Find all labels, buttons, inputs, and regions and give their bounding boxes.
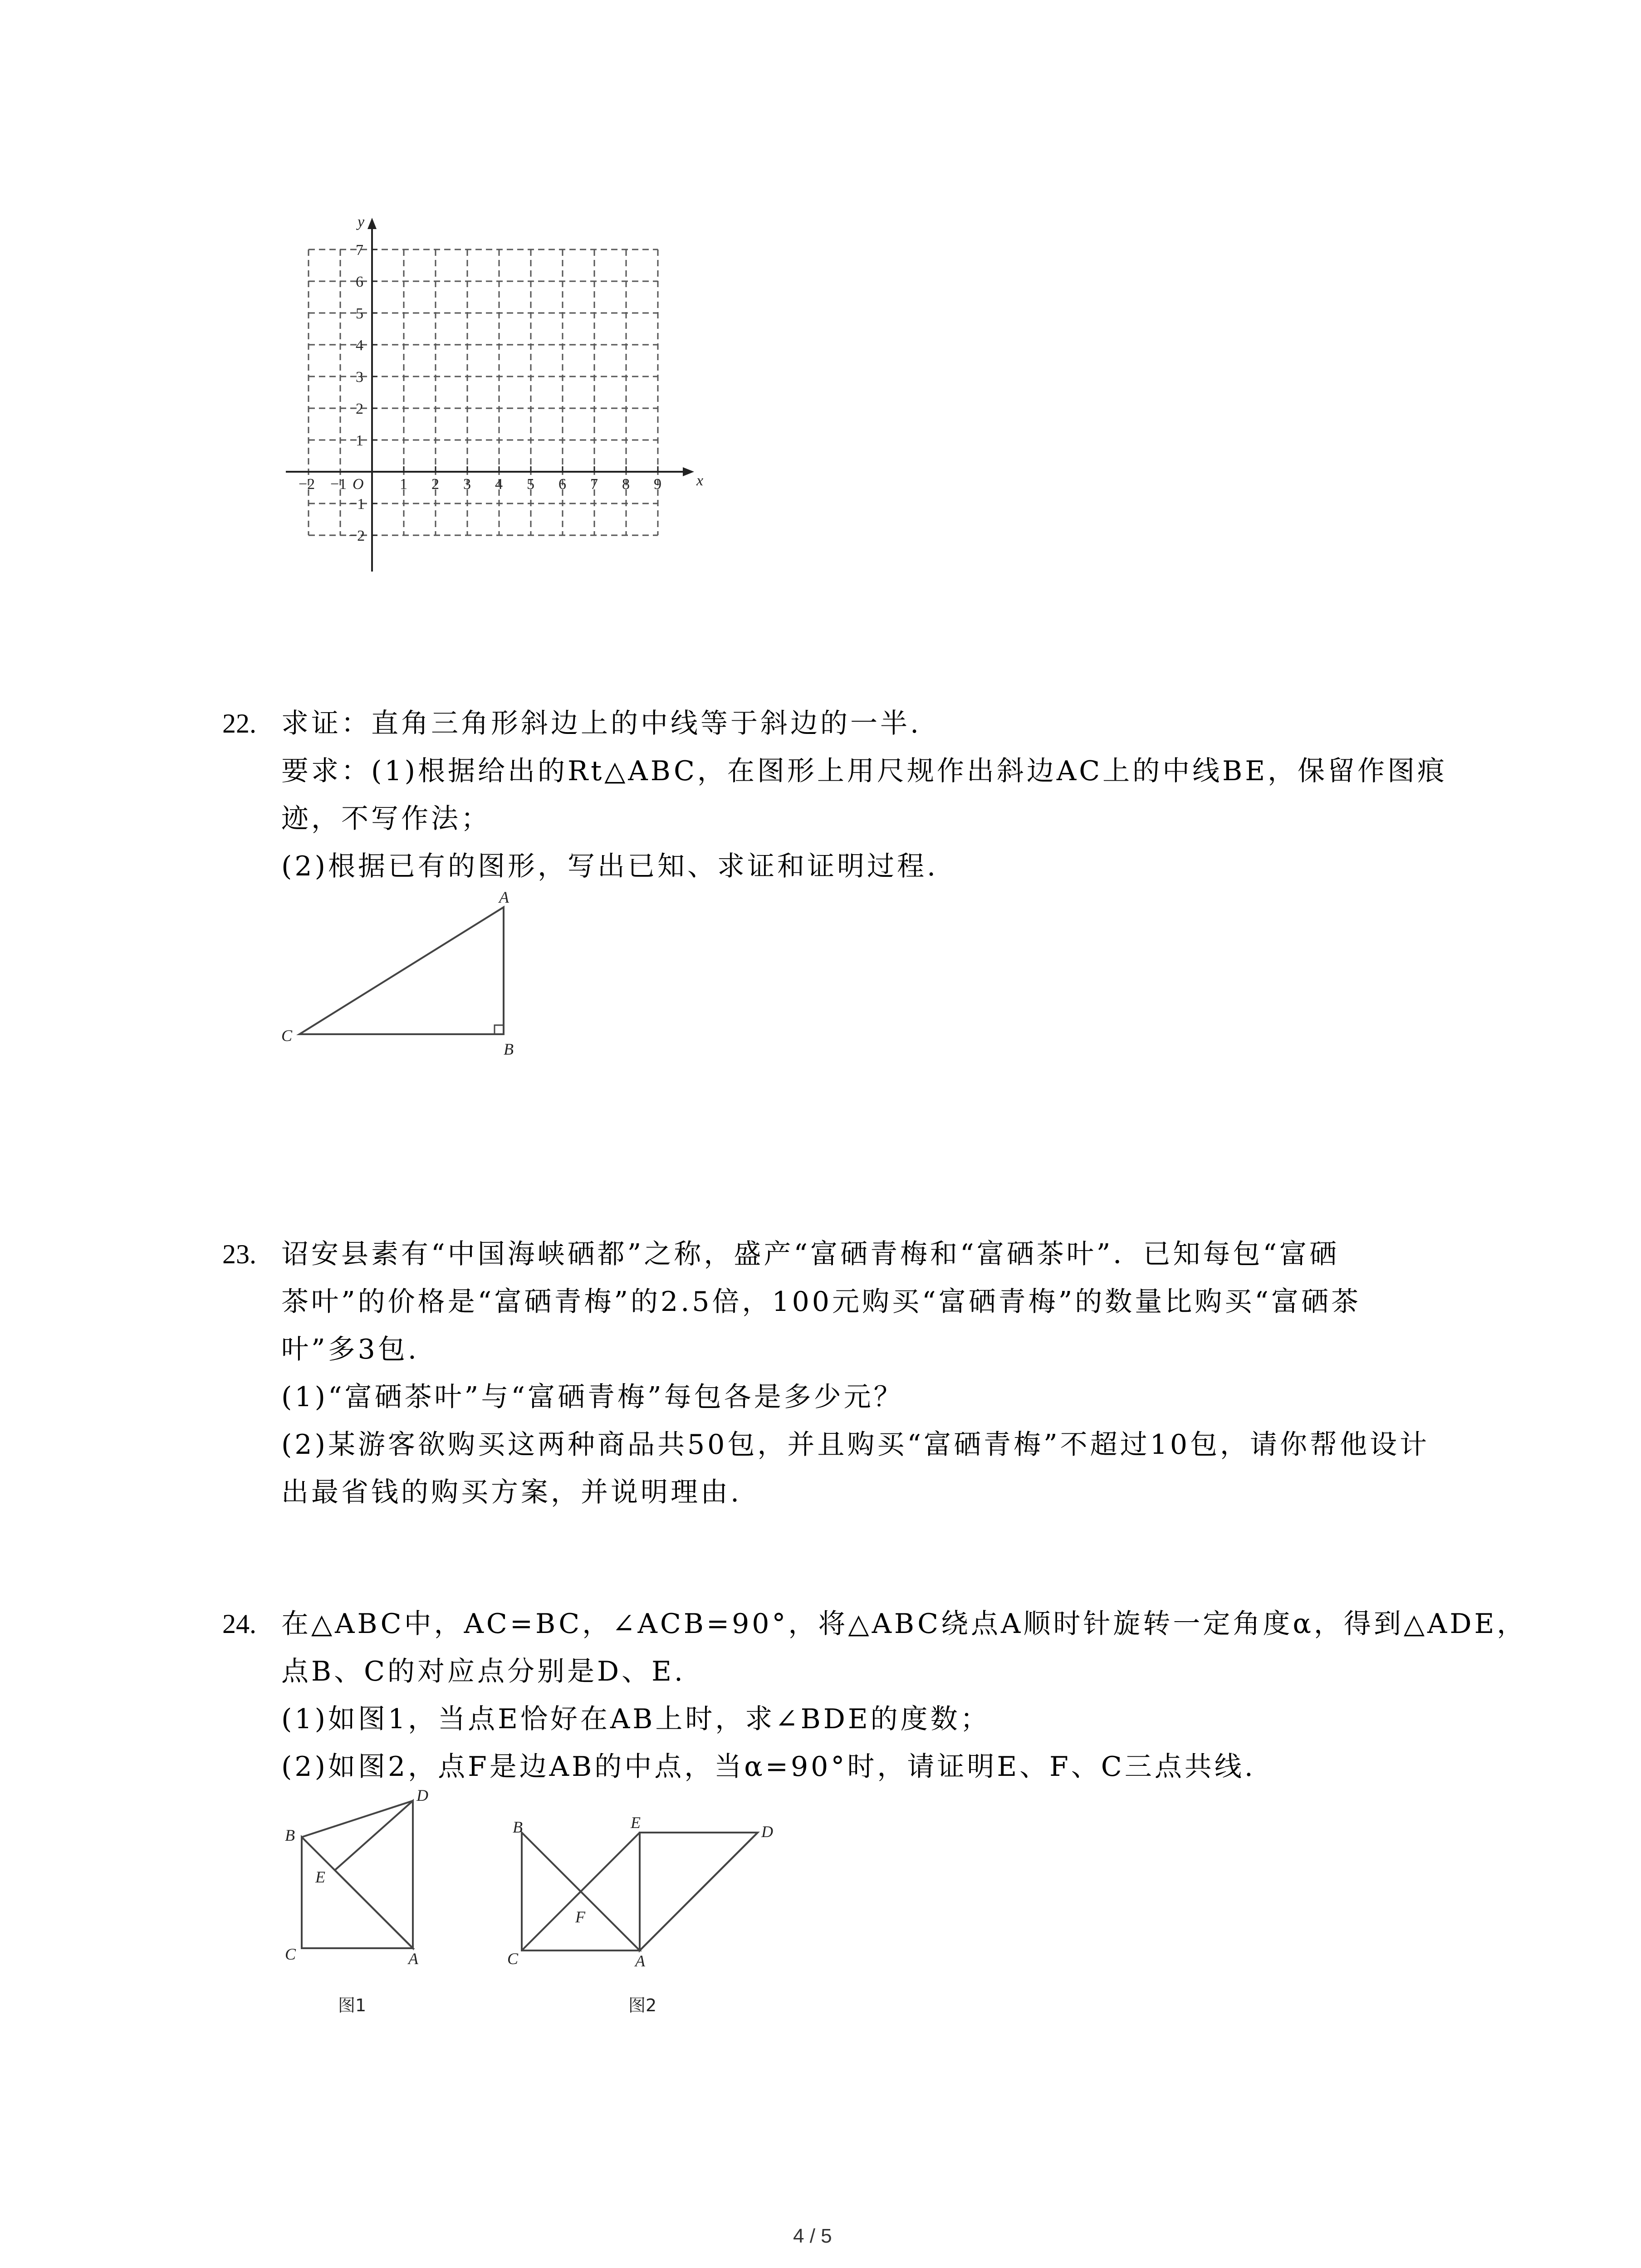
q23-part-2: (2)某游客欲购买这两种商品共50包，并且购买“富硒青梅”不超过10包，请你帮他设计	[281, 1429, 1430, 1461]
y-tick-label: −2	[348, 528, 365, 544]
x-axis-arrow	[683, 467, 694, 476]
x-tick-label: 7	[590, 476, 598, 493]
right-angle-mark	[495, 1025, 504, 1034]
x-tick-label: 9	[654, 476, 661, 493]
vertex-label-d: D	[761, 1823, 773, 1841]
q23-line-2: 茶叶”的价格是“富硒青梅”的2.5倍，100元购买“富硒青梅”的数量比购买“富硒茶	[281, 1286, 1361, 1318]
x-tick-label: 2	[431, 476, 439, 493]
segment-bd	[302, 1801, 413, 1837]
y-axis-label: y	[358, 214, 365, 230]
q24-line-1: 在△ABC中，AC=BC，∠ACB=90°，将△ABC绕点A顺时针旋转一定角度α，得到△ADE，	[281, 1608, 1527, 1640]
y-tick-label: 3	[356, 369, 363, 386]
page-number: 4 / 5	[793, 2225, 832, 2247]
x-axis-label: x	[696, 472, 704, 489]
y-tick-label: −1	[348, 496, 365, 513]
question-number-24: 24.	[222, 1609, 256, 1639]
triangle-abc	[299, 907, 504, 1034]
x-tick-label: −2	[299, 476, 315, 493]
vertex-label-c: C	[507, 1950, 519, 1968]
axis-ticks	[372, 249, 658, 535]
q23-line-1: 诏安县素有“中国海峡硒都”之称，盛产“富硒青梅和“富硒茶叶”．已知每包“富硒	[281, 1238, 1340, 1270]
y-tick-label: 4	[356, 337, 363, 354]
vertex-label-e: E	[631, 1813, 641, 1832]
q24-figure-1	[272, 1787, 454, 1978]
q22-requirement-2: (2)根据已有的图形，写出已知、求证和证明过程.	[281, 850, 939, 882]
y-axis-arrow	[367, 218, 377, 229]
vertex-label-b: B	[285, 1826, 295, 1844]
q24-line-2: 点B、C的对应点分别是D、E.	[281, 1656, 686, 1687]
vertex-label-e: E	[315, 1868, 325, 1886]
y-tick-label: 1	[356, 432, 363, 449]
x-tick-label: −1	[330, 476, 347, 493]
x-tick-label: 8	[622, 476, 630, 493]
vertex-label-a: A	[499, 888, 509, 906]
vertex-label-f: F	[575, 1908, 585, 1926]
coordinate-grid-figure	[272, 213, 708, 576]
y-tick-label: 2	[356, 401, 363, 417]
vertex-label-c: C	[285, 1945, 296, 1963]
q22-statement: 求证：直角三角形斜边上的中线等于斜边的一半.	[281, 708, 922, 739]
y-tick-label: 7	[356, 242, 363, 259]
q23-line-3: 叶”多3包.	[281, 1334, 419, 1365]
q22-requirement-1-cont: 迹，不写作法；	[281, 803, 491, 835]
figure-2-caption: 图2	[628, 1995, 657, 2015]
q22-triangle-figure	[272, 885, 554, 1066]
segment-ad	[640, 1833, 758, 1950]
x-tick-label: 1	[400, 476, 407, 493]
q24-part-2: (2)如图2，点F是边AB的中点，当α=90°时，请证明E、F、C三点共线.	[281, 1751, 1256, 1783]
q24-part-1: (1)如图1，当点E恰好在AB上时，求∠BDE的度数；	[281, 1703, 990, 1735]
figure-1-caption: 图1	[338, 1995, 367, 2015]
vertex-label-c: C	[281, 1026, 293, 1045]
x-tick-label: 6	[558, 476, 566, 493]
question-number-22: 22.	[222, 709, 256, 738]
vertex-label-a: A	[635, 1952, 645, 1970]
q23-part-2-cont: 出最省钱的购买方案，并说明理由.	[281, 1476, 742, 1508]
origin-label: O	[353, 476, 364, 493]
x-tick-label: 4	[495, 476, 503, 493]
vertex-label-b: B	[513, 1818, 523, 1836]
x-tick-label: 3	[463, 476, 471, 493]
q24-figure-2	[499, 1810, 789, 1982]
y-tick-label: 6	[356, 274, 363, 290]
q23-part-1: (1)“富硒茶叶”与“富硒青梅”每包各是多少元？	[281, 1381, 904, 1413]
x-tick-label: 5	[527, 476, 534, 493]
question-number-23: 23.	[222, 1239, 256, 1269]
vertex-label-d: D	[416, 1787, 428, 1804]
y-tick-label: 5	[356, 305, 363, 322]
vertex-label-a: A	[408, 1950, 418, 1968]
q22-requirement-1: 要求：(1)根据给出的Rt△ABC，在图形上用尺规作出斜边AC上的中线BE，保留作图痕	[281, 755, 1447, 787]
vertex-label-b: B	[504, 1040, 514, 1058]
